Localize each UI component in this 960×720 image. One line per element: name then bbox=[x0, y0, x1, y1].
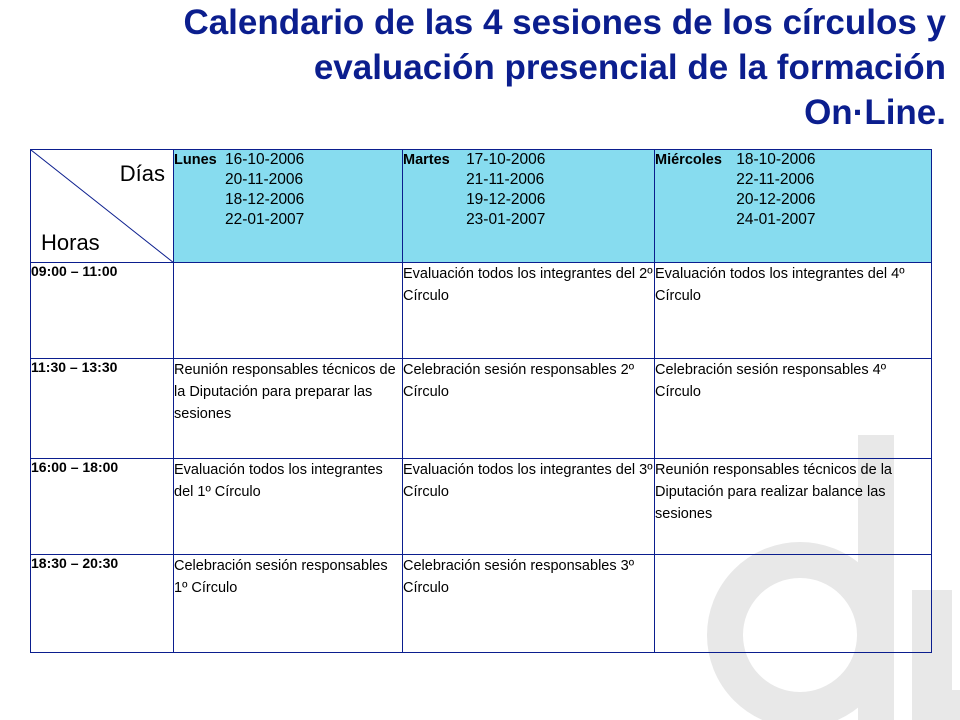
hours-label: Horas bbox=[41, 230, 100, 255]
date: 18-10-2006 bbox=[736, 151, 816, 168]
time-slot: 16:00 – 18:00 bbox=[31, 459, 174, 555]
day-header-wednesday bbox=[655, 150, 932, 263]
day-header-monday bbox=[174, 150, 403, 263]
schedule-cell: Celebración sesión responsables 3º Círculo bbox=[403, 555, 655, 653]
title-line-2: evaluación presencial de la formación bbox=[313, 48, 946, 87]
day-name: Martes bbox=[403, 152, 450, 168]
time-slot: 09:00 – 11:00 bbox=[31, 263, 174, 359]
schedule-row bbox=[31, 459, 932, 555]
date: 20-12-2006 bbox=[736, 191, 816, 208]
schedule-cell bbox=[655, 555, 932, 653]
schedule-row bbox=[31, 263, 932, 359]
title-line-3: On·Line. bbox=[804, 93, 946, 132]
day-name: Miércoles bbox=[655, 152, 722, 168]
schedule-cell: Reunión responsables técnicos de la Diputación para preparar las sesiones bbox=[174, 359, 403, 459]
date: 18-12-2006 bbox=[225, 191, 305, 208]
schedule-cell: Celebración sesión responsables 1º Círculo bbox=[174, 555, 403, 653]
schedule-cell: Evaluación todos los integrantes del 2º Círculo bbox=[403, 263, 655, 359]
date: 21-11-2006 bbox=[466, 171, 545, 188]
date: 22-11-2006 bbox=[736, 171, 815, 188]
schedule-cell: Celebración sesión responsables 4º Círculo bbox=[655, 359, 932, 459]
corner-cell bbox=[31, 150, 174, 263]
schedule-cell: Celebración sesión responsables 2º Círculo bbox=[403, 359, 655, 459]
schedule-cell: Evaluación todos los integrantes del 1º Círculo bbox=[174, 459, 403, 555]
date: 23-01-2007 bbox=[466, 211, 546, 228]
day-name: Lunes bbox=[174, 152, 217, 168]
header-row bbox=[31, 150, 932, 263]
schedule-cell: Evaluación todos los integrantes del 4º Círculo bbox=[655, 263, 932, 359]
date: 22-01-2007 bbox=[225, 211, 305, 228]
days-label: Días bbox=[119, 161, 165, 186]
schedule-cell bbox=[174, 263, 403, 359]
date: 19-12-2006 bbox=[466, 191, 546, 208]
page-title bbox=[46, 0, 946, 135]
title-line-1: Calendario de las 4 sesiones de los círculos y bbox=[183, 3, 946, 42]
day-header-tuesday bbox=[403, 150, 655, 263]
date: 16-10-2006 bbox=[225, 151, 305, 168]
schedule-row bbox=[31, 359, 932, 459]
date: 24-01-2007 bbox=[736, 211, 816, 228]
date: 17-10-2006 bbox=[466, 151, 546, 168]
schedule-row bbox=[31, 555, 932, 653]
schedule-cell: Reunión responsables técnicos de la Diputación para realizar balance las sesiones bbox=[655, 459, 932, 555]
time-slot: 11:30 – 13:30 bbox=[31, 359, 174, 459]
date: 20-11-2006 bbox=[225, 171, 304, 188]
schedule-table bbox=[30, 149, 932, 653]
time-slot: 18:30 – 20:30 bbox=[31, 555, 174, 653]
schedule-cell: Evaluación todos los integrantes del 3º Círculo bbox=[403, 459, 655, 555]
